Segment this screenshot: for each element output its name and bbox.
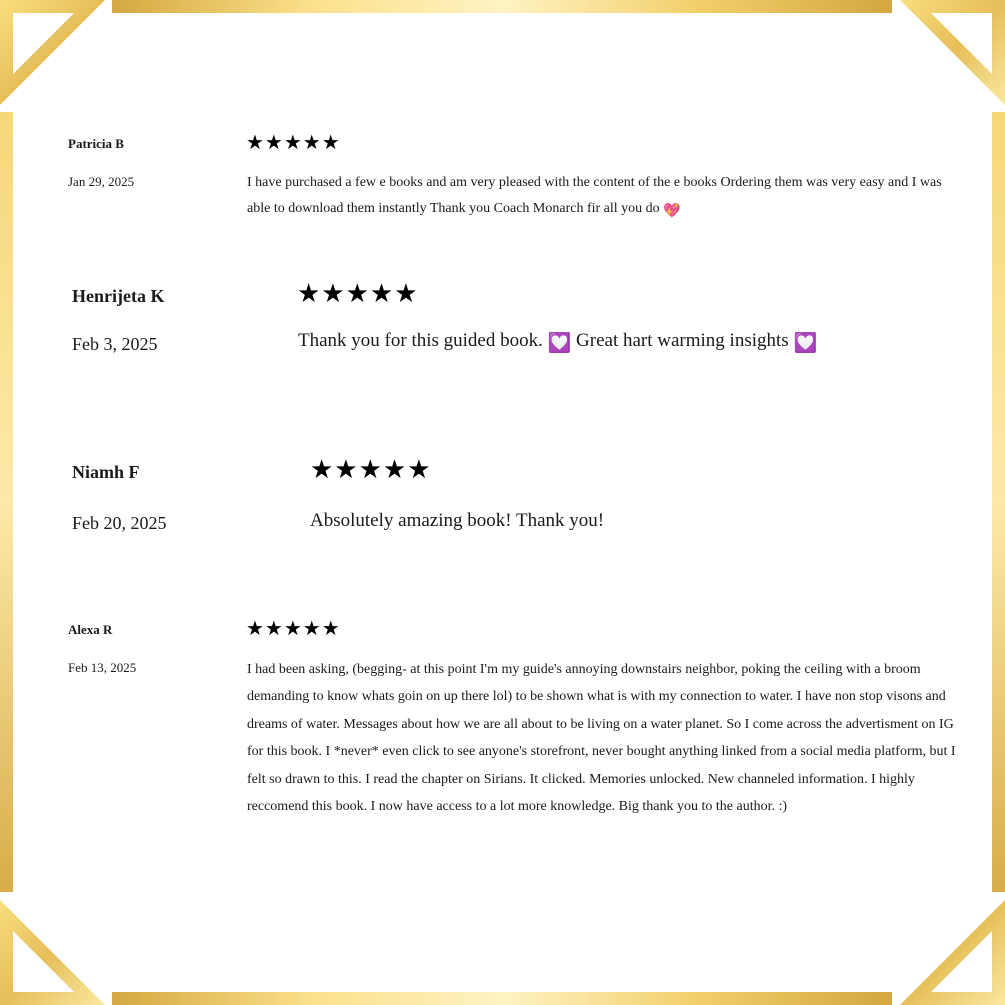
- star-rating-icon: ★★★★★: [310, 455, 432, 484]
- review-text-body: I have purchased a few e books and am very pleased with the content of the e books Ordering them was very easy and I was able to download them instantly Thank you Coach Monarch fir all you do: [247, 175, 942, 216]
- review-text: Absolutely amazing book! Thank you!: [310, 510, 605, 531]
- review-date: Feb 3, 2025: [72, 334, 158, 354]
- heart-decoration-icon: 💟: [793, 333, 818, 354]
- reviewer-name: Henrijeta K: [72, 286, 165, 306]
- review-text: I had been asking, (begging- at this point I'm my guide's annoying downstairs neighbor, poking the ceiling with a broom demanding to know whats goin on up there lol) to be shown what is with my connection to water. I have non stop visons and dreams of water. Messages about how we are all about to be living on a water planet. So I come across the advertisment on IG for this book. I *never* even click to see anyone's storefront, never bought anything linked from a social media platform, but I felt so drawn to this. I read the chapter on Sirians. It clicked. Memories unlocked. New channeled information. I highly reccomend this book. I now have access to a lot more knowledge. Big thank you to the author. :): [247, 662, 956, 815]
- frame-top-bar: [112, 0, 892, 13]
- review-text: [298, 328, 938, 357]
- reviewer-name: Alexa R: [68, 622, 113, 637]
- reviewer-name: Patricia B: [68, 136, 124, 151]
- frame-corner-top-left: [0, 0, 105, 105]
- review-date: Feb 13, 2025: [68, 660, 137, 675]
- frame-corner-bottom-left: [0, 900, 105, 1005]
- frame-left-bar: [0, 112, 13, 892]
- reviewer-name: Niamh F: [72, 462, 140, 482]
- heart-decoration-icon: 💟: [547, 333, 572, 354]
- sparkling-heart-icon: 💖: [663, 204, 681, 219]
- frame-corner-bottom-right: [900, 900, 1005, 1005]
- frame-right-bar: [992, 112, 1005, 892]
- frame-bottom-bar: [112, 992, 892, 1005]
- review-date: Feb 20, 2025: [72, 513, 167, 533]
- star-rating-icon: ★★★★★: [246, 132, 341, 154]
- frame-corner-top-right: [900, 0, 1005, 105]
- review-text: [247, 170, 962, 225]
- review-date: Jan 29, 2025: [68, 174, 135, 189]
- review-text-part1: Thank you for this guided book.: [298, 330, 543, 351]
- review-text-part2: Great hart warming insights: [576, 330, 789, 351]
- star-rating-icon: ★★★★★: [246, 618, 341, 640]
- star-rating-icon: ★★★★★: [297, 279, 419, 308]
